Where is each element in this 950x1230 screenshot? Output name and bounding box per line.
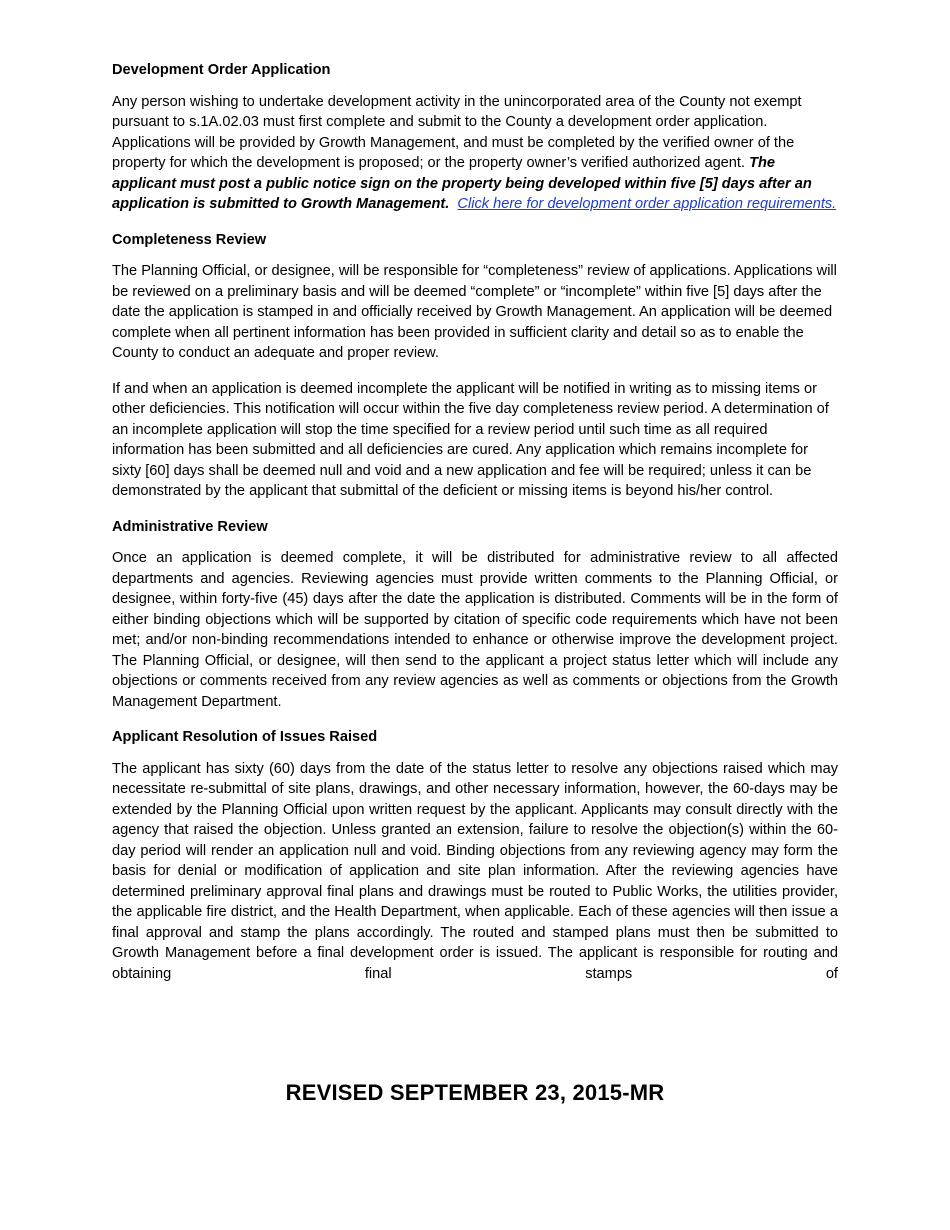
section-heading-development-order: Development Order Application bbox=[112, 62, 331, 78]
document-body bbox=[112, 60, 838, 999]
paragraph-completeness-1: The Planning Official, or designee, will be responsible for “completeness” review of applications. Applications will be reviewed on a preliminary basis and will be deemed “complete” or “incomplete” within five [5] days after the date the application is stamped in and officially received by Growth Management. An application will be deemed complete when all pertinent information has been provided in sufficient clarity and detail so as to enable the County to conduct an adequate and proper review. bbox=[112, 263, 837, 361]
paragraph-text: Any person wishing to undertake development activity in the unincorporated area of the County not exempt pursuant to s.1A.02.03 must first complete and submit to the County a development order application. Applications will be provided by Growth Management, and must be completed by the verified owner of the property for which the development is proposed; or the property owner’s verified authorized agent. bbox=[112, 93, 802, 171]
section-heading-completeness-review: Completeness Review bbox=[112, 231, 267, 248]
section-heading-applicant-resolution: Applicant Resolution of Issues Raised bbox=[112, 729, 378, 745]
public-notice-emphasis: The applicant must post a public notice sign on the property being developed within five [5] days after an application is submitted to Growth Management. bbox=[112, 155, 812, 212]
paragraph-administrative-review: Once an application is deemed complete, it will be distributed for administrative review to all affected departments and agencies. Reviewing agencies must provide written comments to the Planning Official, or designee, within forty-five (45) days after the date the application is distributed. Comments will be in the form of either binding objections which will be supported by citation of specific code requirements which have not been met; and/or non-binding recommendations intended to enhance or otherwise improve the development project. The Planning Official, or designee, will then send to the applicant a project status letter which will include any objections or comments received from any review agencies as well as comments or objections from the Growth Management Department. bbox=[112, 550, 838, 710]
requirements-link[interactable]: Click here for development order application requirements. bbox=[457, 196, 837, 212]
paragraph-completeness-2: If and when an application is deemed incomplete the applicant will be notified in writing as to missing items or other deficiencies. This notification will occur within the five day completeness review period. A determination of an incomplete application will stop the time specified for a review period until such time as all required information has been submitted and all deficiencies are cured. Any application which remains incomplete for sixty [60] days shall be deemed null and void and a new application and fee will be required; unless it can be demonstrated by the applicant that submittal of the deficient or missing items is beyond his/her control. bbox=[112, 380, 829, 499]
revision-footer: REVISED SEPTEMBER 23, 2015-MR bbox=[285, 1080, 665, 1105]
paragraph-development-order bbox=[112, 92, 838, 215]
section-heading-administrative-review: Administrative Review bbox=[112, 518, 268, 535]
paragraph-applicant-resolution: The applicant has sixty (60) days from the date of the status letter to resolve any objections raised which may necessitate re-submittal of site plans, drawings, and other necessary information, however, the 60-days may be extended by the Planning Official upon written request by the applicant. Applicants may consult directly with the agency that raised the objection. Unless granted an extension, failure to resolve the objection(s) within the 60-day period will render an application null and void. Binding objections from any reviewing agency may form the basis for denial or modification of application and site plan information. After the reviewing agencies have determined preliminary approval final plans and drawings must be routed to Public Works, the utilities provider, the applicable fire district, and the Health Department, when applicable. Each of these agencies will then issue a final approval and stamp the plans accordingly. The routed and stamped plans must then be submitted to Growth Management before a final development order is issued. The applicant is responsible for routing and obtaining final stamps of bbox=[112, 760, 838, 982]
